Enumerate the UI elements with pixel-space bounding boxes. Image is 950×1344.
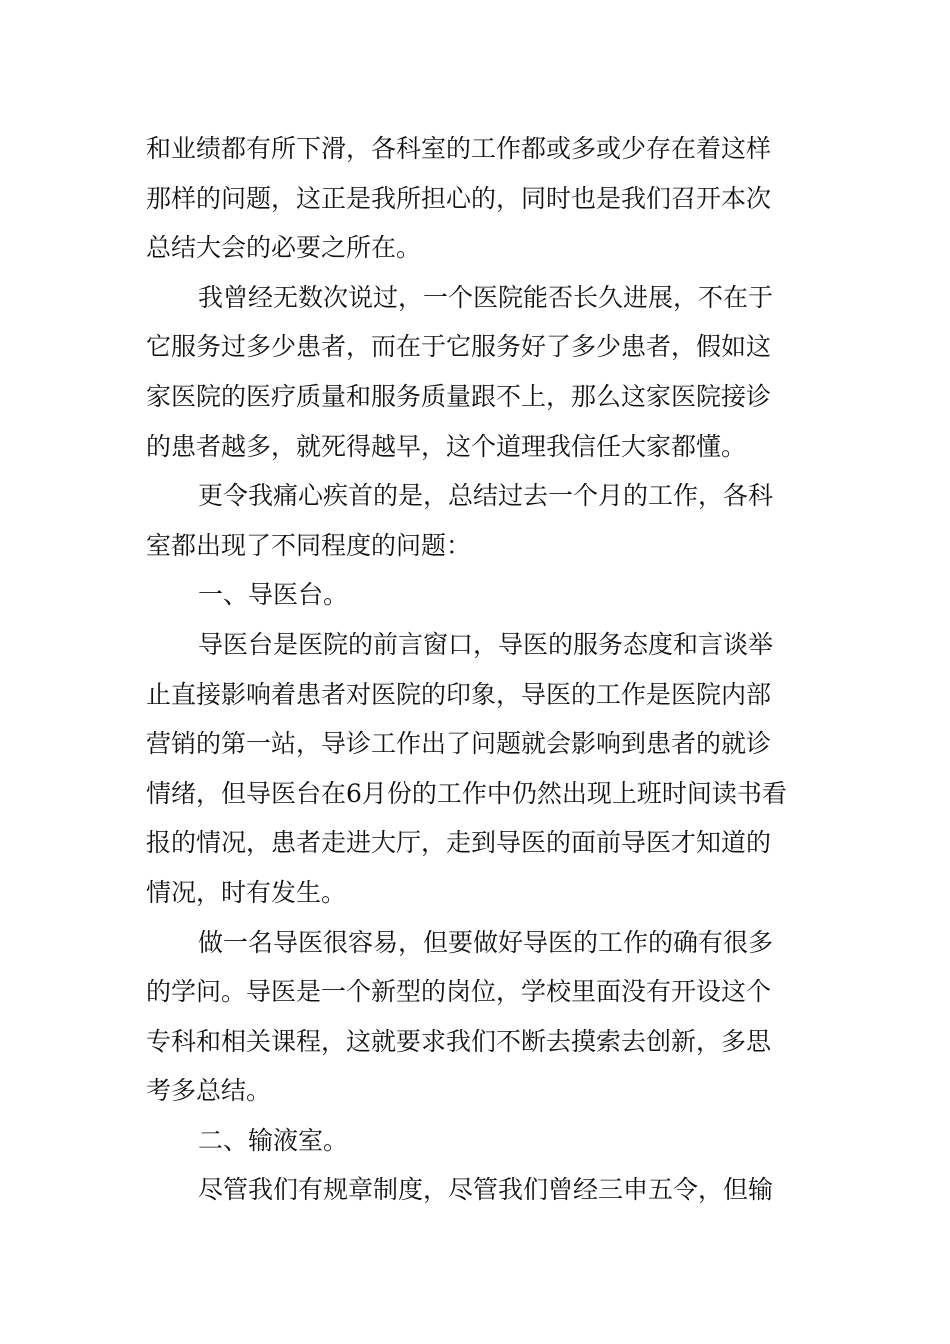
section-heading: 二、输液室。 <box>198 1125 349 1155</box>
text-line: 报的情况，患者走进大厅，走到导医的面前导医才知道的 <box>146 828 772 858</box>
text-line: 的患者越多，就死得越早，这个道理我信任大家都懂。 <box>146 431 747 461</box>
paragraph-start-line: 我曾经无数次说过，一个医院能否长久进展，不在于 <box>198 282 774 312</box>
text-line: 考多总结。 <box>146 1076 272 1106</box>
text-line: 它服务过多少患者，而在于它服务好了多少患者，假如这 <box>146 332 772 362</box>
paragraph-start-line: 做一名导医很容易，但要做好导医的工作的确有很多 <box>198 927 774 957</box>
text-line: 的学问。导医是一个新型的岗位，学校里面没有开设这个 <box>146 977 772 1007</box>
text-line: 营销的第一站，导诊工作出了问题就会影响到患者的就诊 <box>146 729 772 759</box>
text-line: 那样的问题，这正是我所担心的，同时也是我们召开本次 <box>146 183 772 213</box>
document-body <box>146 124 806 1215</box>
text-line: 总结大会的必要之所在。 <box>146 233 422 263</box>
paragraph-start-line: 更令我痛心疾首的是，总结过去一个月的工作，各科 <box>198 481 774 511</box>
section-heading: 一、导医台。 <box>198 580 349 610</box>
text-line: 止直接影响着患者对医院的印象，导医的工作是医院内部 <box>146 679 772 709</box>
text-line: 专科和相关课程，这就要求我们不断去摸索去创新，多思 <box>146 1026 772 1056</box>
text-line: 家医院的医疗质量和服务质量跟不上，那么这家医院接诊 <box>146 381 772 411</box>
text-line: 室都出现了不同程度的问题： <box>146 530 472 560</box>
paragraph-start-line: 导医台是医院的前言窗口，导医的服务态度和言谈举 <box>198 629 774 659</box>
paragraph-start-line: 尽管我们有规章制度，尽管我们曾经三申五令，但输 <box>198 1175 774 1205</box>
text-line: 情绪，但导医台在6月份的工作中仍然出现上班时间读书看 <box>146 778 787 808</box>
text-line: 情况，时有发生。 <box>146 877 347 907</box>
text-line: 和业绩都有所下滑，各科室的工作都或多或少存在着这样 <box>146 134 772 163</box>
